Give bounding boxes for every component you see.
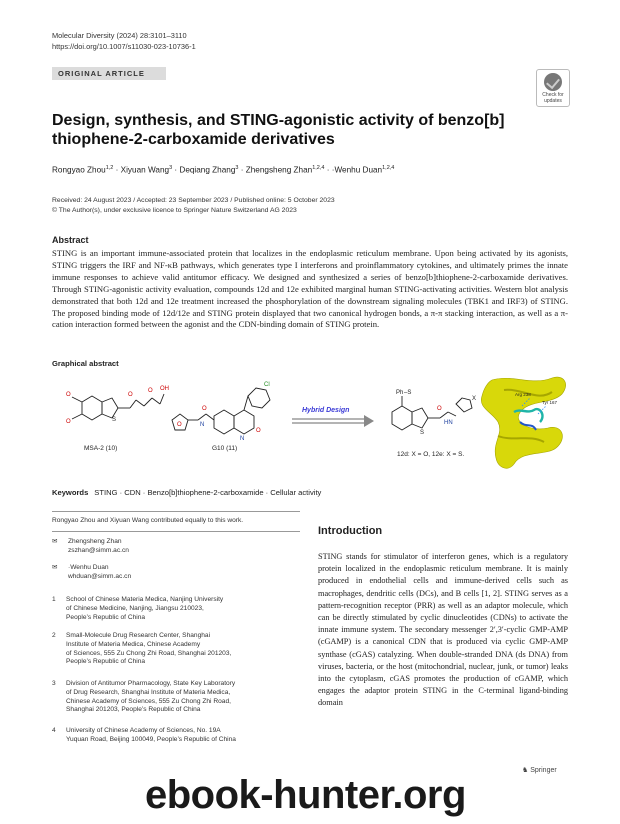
affiliation-1 bbox=[52, 596, 223, 622]
author-affil: 3 bbox=[169, 165, 173, 171]
affiliation-line: Chinese Academy of Sciences, 555 Zu Chong Zhi Road, bbox=[66, 697, 231, 705]
keywords-label: Keywords bbox=[52, 488, 89, 497]
svg-text:O: O bbox=[128, 392, 133, 398]
publication-dates: Received: 24 August 2023 / Accepted: 23 September 2023 / Published online: 5 October 2023 bbox=[52, 197, 335, 204]
msa2-label: MSA-2 (10) bbox=[84, 445, 118, 452]
introduction-text: STING stands for stimulator of interferon genes, which is a regulatory protein localized in the endoplasmic reticulum membrane. It is mainly produced in endothelial cells and immune-derived cells such as macrophages, dendritic cells (DCs), and B cells [1, 2]. STING serves as a pattern-recognition receptor (PRR) as well as an adaptor molecule, which can be directly stimulated by cyclic dinucleotides (CDNs) to activate the innate immune system. The secondary messenger 2′,3′-cyclic GMP-AMP (cGAMP) is a canonical CDN that is produced via cyclic GMP-AMP synthase (cGAS) catalyzing. When double-stranded DNA (ds DNA) from viruses, bacteria, or the host (mitochondrial, nuclear, junk, or tumor) leaks into the cytoplasm, cGAS promotes the production of cGAMP, which engages the adaptor protein STING in the C-terminal ligand-binding domain bbox=[318, 552, 568, 708]
contact-name: ·Wenhu Duan bbox=[68, 564, 109, 571]
springer-logo bbox=[522, 766, 557, 774]
svg-text:–S: –S bbox=[404, 390, 412, 396]
msa2-structure bbox=[72, 394, 164, 420]
affiliation-number: 4 bbox=[52, 727, 56, 734]
ph-label: Ph bbox=[396, 390, 404, 396]
product-label: 12d: X = O, 12e: X = S. bbox=[397, 451, 465, 458]
affiliation-3 bbox=[52, 680, 235, 715]
affiliation-line: People’s Republic of China bbox=[66, 658, 146, 666]
abstract-text: STING is an important immune-associated protein that localizes in the endoplasmic reticulum membrane. Upon being activated by its agonists, STING triggers the IRF and NF-κB pathways, which generates type I interferons and proinflammatory cytokines, and ultimately primes the innate immune responses to achieve valid antitumor efficacy. We designed and synthesized a series of benzo[b]thiophene-2-carboxamide derivatives. Through STING-agonistic activity evaluation, compounds 12d and 12e exhibited marginal human STING-activating activities. Western blot analysis demonstrated that both 12d and 12e treatment increased the phosphorylation of the downstream signaling molecules (TBK1 and IRF3) of STING. The proposed binding mode of 12d/12e and STING protein displayed that two canonical hydrogen bonds, a π-π stacking interaction, as well as a π-cation interaction formed between the agonist and the CDN-binding domain of STING protein. bbox=[52, 248, 568, 330]
affiliation-number: 2 bbox=[52, 632, 56, 639]
svg-text:S: S bbox=[112, 417, 117, 423]
hybrid-design-arrow bbox=[292, 415, 374, 427]
footnote-rule bbox=[52, 531, 300, 532]
affiliation-line: Division of Antitumor Pharmacology, State Key Laboratory bbox=[66, 680, 236, 687]
affiliation-line: Small-Molecule Drug Research Center, Shanghai bbox=[66, 632, 211, 639]
author-affil: 1,2 bbox=[105, 165, 114, 171]
author-affil: 3 bbox=[235, 165, 239, 171]
hybrid-design-label: Hybrid Design bbox=[302, 407, 350, 414]
author-affil: 1,2,4 bbox=[382, 165, 395, 171]
affiliation-number: 1 bbox=[52, 596, 56, 603]
author-name[interactable]: Zhengsheng Zhan bbox=[245, 165, 313, 175]
affiliation-line: School of Chinese Materia Medica, Nanjing University bbox=[66, 596, 224, 603]
x-atom-label: X bbox=[472, 396, 477, 402]
arg-label: Arg 238 bbox=[515, 392, 531, 397]
product-structure bbox=[392, 396, 472, 430]
svg-text:O: O bbox=[256, 428, 261, 434]
affiliation-4 bbox=[52, 727, 236, 745]
tyr-label: Tyr 167 bbox=[542, 400, 558, 405]
doi-link[interactable]: https://doi.org/10.1007/s11030-023-10736-1 bbox=[52, 42, 196, 51]
keywords bbox=[52, 488, 321, 497]
contact-2 bbox=[52, 564, 131, 582]
author-affil: 1,2,4 bbox=[312, 165, 325, 171]
author-name[interactable]: Xiyuan Wang bbox=[120, 165, 170, 175]
svg-text:OH: OH bbox=[160, 386, 169, 392]
affiliation-line: Shanghai 201203, People’s Republic of China bbox=[66, 706, 201, 714]
check-updates-label-2: updates bbox=[544, 98, 562, 104]
svg-text:O: O bbox=[202, 406, 207, 412]
springer-horse-icon: ♞ bbox=[522, 767, 529, 774]
svg-text:N: N bbox=[240, 436, 245, 442]
affiliation-line: People’s Republic of China bbox=[66, 613, 146, 621]
author-list: Rongyao Zhou$^{1,2}$ · Xiyuan Wang$^3$ · Deqiang Zhang$^3$ · Zhengsheng Zhan$^{1,2,4}$ · ·Wenhu Duan$^{1,2,4}$ bbox=[52, 165, 395, 175]
svg-text:HN: HN bbox=[444, 420, 453, 426]
springer-label: Springer bbox=[530, 767, 557, 774]
protein-docking-image bbox=[481, 377, 565, 468]
svg-text:O: O bbox=[66, 392, 71, 398]
journal-citation: Molecular Diversity (2024) 28:3101–3110 bbox=[52, 31, 187, 40]
contact-email[interactable]: zszhan@simm.ac.cn bbox=[68, 546, 129, 554]
affiliation-line: of Drug Research, Shanghai Institute of Materia Medica, bbox=[66, 688, 231, 696]
affiliation-line: University of Chinese Academy of Sciences, No. 19A bbox=[66, 727, 221, 734]
svg-text:Cl: Cl bbox=[264, 382, 270, 388]
author-name[interactable]: ·Wenhu Duan bbox=[331, 165, 383, 175]
svg-text:O: O bbox=[437, 406, 442, 412]
svg-text:S: S bbox=[420, 430, 425, 436]
affiliation-number: 3 bbox=[52, 680, 56, 687]
article-type-badge: ORIGINAL ARTICLE bbox=[52, 67, 166, 80]
contact-name: Zhengsheng Zhan bbox=[68, 538, 122, 545]
author-name[interactable]: Rongyao Zhou bbox=[52, 165, 106, 175]
footnote-rule bbox=[52, 511, 300, 512]
contact-email[interactable]: whduan@simm.ac.cn bbox=[68, 572, 132, 580]
graphical-abstract-heading: Graphical abstract bbox=[52, 359, 119, 368]
author-name[interactable]: Deqiang Zhang bbox=[179, 165, 236, 175]
affiliation-line: Institute of Materia Medica, Chinese Academy bbox=[66, 640, 201, 648]
affiliation-line: Yuquan Road, Beijing 100049, People’s Republic of China bbox=[66, 735, 236, 743]
watermark: ebook-hunter.org bbox=[145, 773, 466, 817]
affiliation-2 bbox=[52, 632, 231, 667]
svg-text:N: N bbox=[200, 422, 205, 428]
copyright-notice: © The Author(s), under exclusive licence to Springer Nature Switzerland AG 2023 bbox=[52, 207, 297, 214]
check-for-updates-button[interactable] bbox=[536, 69, 570, 107]
check-updates-label-1: Check for bbox=[542, 92, 564, 98]
keywords-list: STING · CDN · Benzo[b]thiophene-2-carboxamide · Cellular activity bbox=[94, 488, 322, 497]
abstract-heading: Abstract bbox=[52, 235, 89, 245]
affiliation-line: of Sciences, 555 Zu Chong Zhi Road, Shanghai 201203, bbox=[66, 649, 232, 657]
introduction-heading: Introduction bbox=[318, 525, 383, 537]
contact-1 bbox=[52, 538, 129, 556]
graphical-abstract-figure bbox=[52, 372, 572, 476]
svg-text:O: O bbox=[66, 419, 71, 425]
article-title: Design, synthesis, and STING‑agonistic activity of benzo[b] thiophene‑2‑carboxamide derivatives bbox=[52, 112, 505, 148]
svg-text:O: O bbox=[148, 388, 153, 394]
affiliation-line: of Chinese Medicine, Nanjing, Jiangsu 210023, bbox=[66, 604, 204, 612]
check-updates-icon bbox=[544, 73, 562, 91]
g10-label: G10 (11) bbox=[212, 445, 238, 452]
envelope-icon: ✉ bbox=[52, 538, 58, 545]
envelope-icon: ✉ bbox=[52, 564, 58, 571]
svg-text:O: O bbox=[177, 422, 182, 428]
equal-contribution-note: Rongyao Zhou and Xiyuan Wang contributed equally to this work. bbox=[52, 517, 244, 524]
